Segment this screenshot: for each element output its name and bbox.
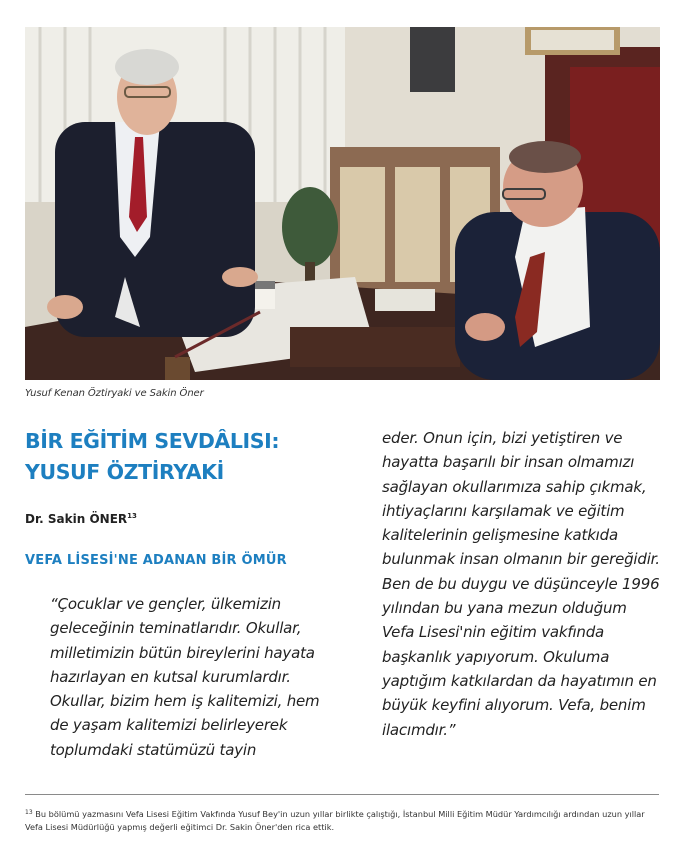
author-text: Dr. Sakin ÖNER [25,512,128,526]
quote-line: Okullar, bizim hem iş kalitemizi, hem [50,692,320,711]
quote-line: bulunmak insan olmanın bir gereğidir. [382,550,660,569]
quote-line: toplumdaki statümüzü tayin [50,740,257,759]
quote-line: kalitelerinin gelişmesine katkıda [382,526,618,545]
quote-line: geleceğinin teminatlarıdır. Okullar, [50,619,302,638]
office-photo [25,27,660,380]
quote-left-column [50,592,340,762]
footnote-ref: 13 [25,809,33,816]
author-name [25,512,137,526]
quote-line: Ben de bu duygu ve düşünceyle 1996 [382,574,660,593]
quote-line: “Çocuklar ve gençler, ülkemizin [50,595,281,613]
footnote-divider [25,794,659,795]
quote-line: hayatta başarılı bir insan olmamızı [382,453,635,472]
footnote [25,806,659,834]
title-line-2: YUSUF ÖZTİRYAKİ [25,460,224,484]
quote-line: ilacımdır.” [382,720,456,739]
quote-line: başkanlık yapıyorum. Okuluma [382,647,610,666]
quote-line: büyük keyfini alıyorum. Vefa, benim [382,696,646,715]
footnote-text: Bu bölümü yazmasını Vefa Lisesi Eğitim Vakfında Yusuf Bey'in uzun yıllar birlikte çalıştığı, İstanbul Milli Eğitim Müdür Yardımcılığı ardından uzun yıllar Vefa Lisesi Müdürlüğü yapmış değerli eğitimci Dr. Sakin Öner'den rica ettik. [25,809,645,832]
quote-line: ihtiyaçlarını karşılamak ve eğitim [382,501,625,520]
quote-line: de yaşam kalitemizi belirleyerek [50,716,288,735]
quote-line: yaptığım katkılardan da hayatımın en [382,671,657,690]
quote-right-column [382,426,672,742]
quote-line: yılından bu yana mezun olduğum [382,599,627,618]
quote-line: sağlayan okullarımıza sahip çıkmak, [382,477,647,496]
photo-caption: Yusuf Kenan Öztiryaki ve Sakin Öner [25,388,204,399]
title-line-1: BİR EĞİTİM SEVDÂLISI: [25,429,280,453]
quote-line: hazırlayan en kutsal kurumlardır. [50,667,291,686]
author-footnote-ref: 13 [127,512,137,520]
article-title [25,426,345,488]
quote-line: eder. Onun için, bizi yetiştiren ve [382,429,623,447]
section-heading: VEFA LİSESİ'NE ADANAN BİR ÖMÜR [25,553,287,568]
quote-line: Vefa Lisesi'nin eğitim vakfında [382,623,605,642]
quote-line: milletimizin bütün bireylerini hayata [50,643,315,662]
